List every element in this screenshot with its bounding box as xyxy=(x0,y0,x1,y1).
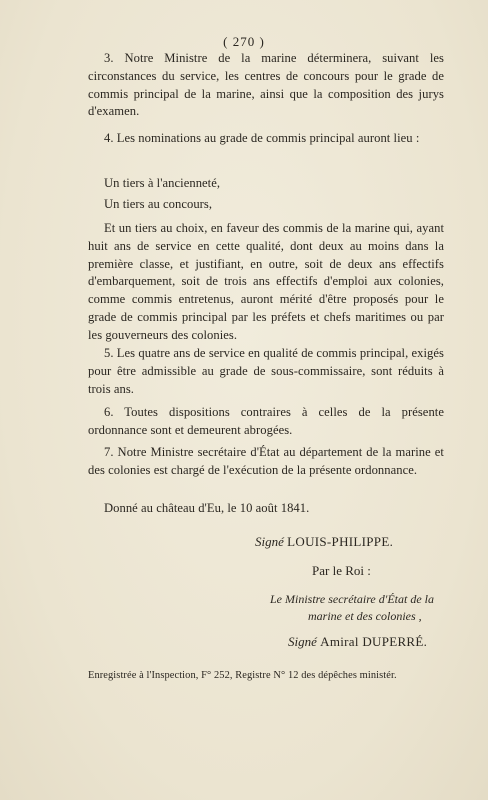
article-7-text: 7. Notre Ministre secrétaire d'État au département de la marine et des colonies est chargé de l'exécution de la présente ordonnance. xyxy=(88,445,444,477)
minister-name: Amiral DUPERRÉ. xyxy=(320,634,428,649)
dated-line xyxy=(88,500,444,518)
minister-title-line-1: Le Ministre secrétaire d'État de la xyxy=(270,592,434,606)
registration-footnote: Enregistrée à l'Inspection, F° 252, Registre N° 12 des dépêches ministér. xyxy=(88,670,397,681)
king-name: LOUIS-PHILIPPE. xyxy=(287,534,394,549)
article-3-text: 3. Notre Ministre de la marine déterminera, suivant les circonstances du service, les centres de concours pour le grade de commis principal de la marine, ainsi que la composition des jurys d'examen. xyxy=(88,51,444,119)
article-5-text: 5. Les quatre ans de service en qualité de commis principal, exigés pour être admissible au grade de sous-commissaire, sont réduits à trois ans. xyxy=(88,346,444,396)
article-6 xyxy=(88,404,444,440)
article-4 xyxy=(88,130,444,148)
article-4-item-3-text: Et un tiers au choix, en faveur des commis de la marine qui, ayant huit ans de service en cette qualité, dont deux au moins dans la première classe, et justifiant, en outre, soit de deux ans effectifs d'embarquement, soit de trois ans effectifs d'emploi aux colonies, comme commis entretenus, auront mérité d'être proposés pour le grade de commis principal par les préfets et chefs maritimes ou par les gouverneurs des colonies. xyxy=(88,221,444,342)
article-4-text: 4. Les nominations au grade de commis principal auront lieu : xyxy=(104,131,420,145)
article-4-item-2-text: Un tiers au concours, xyxy=(104,197,213,211)
article-5 xyxy=(88,345,444,398)
minister-title-line-2: marine et des colonies , xyxy=(308,609,422,623)
signed-label: Signé xyxy=(255,534,284,549)
article-3 xyxy=(88,50,444,121)
king-signature xyxy=(255,534,393,550)
article-4-item-1-text: Un tiers à l'ancienneté, xyxy=(104,176,221,190)
signed-label-2: Signé xyxy=(288,634,317,649)
page-number: ( 270 ) xyxy=(223,34,265,49)
article-6-text: 6. Toutes dispositions contraires à celles de la présente ordonnance sont et demeurent abrogées. xyxy=(88,405,444,437)
article-7 xyxy=(88,444,444,480)
par-le-roi: Par le Roi : xyxy=(312,563,371,578)
article-4-item-2 xyxy=(88,196,444,214)
minister-signature xyxy=(288,634,427,650)
article-4-item-3 xyxy=(88,220,444,345)
dated-line-text: Donné au château d'Eu, le 10 août 1841. xyxy=(104,501,310,515)
article-4-item-1 xyxy=(88,175,444,193)
